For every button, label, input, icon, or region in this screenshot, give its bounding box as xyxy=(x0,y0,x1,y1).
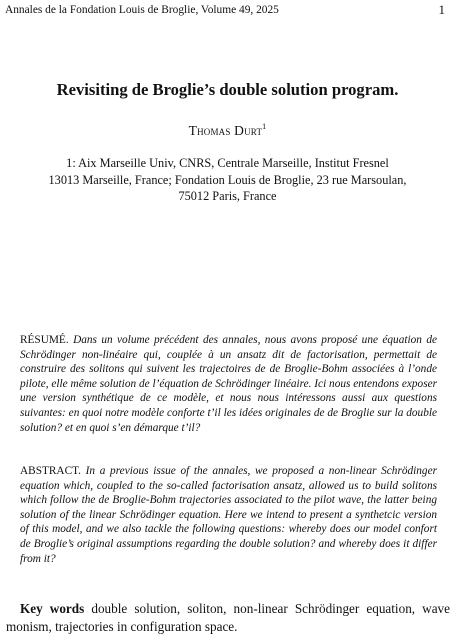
author-name: Thomas Durt xyxy=(188,123,263,138)
journal-name: Annales de la Fondation Louis de Broglie, Volume 49, 2025 xyxy=(5,4,279,16)
paper-title: Revisiting de Broglie’s double solution program. xyxy=(56,80,399,99)
resume-text: Dans un volume précédent des annales, nous avons proposé une équation de Schrödinger non-linéaire qui, couplée à un ansatz dit de factorisation, permettait de construire des solitons qui suivent les trajectoires de de Broglie-Bohm associées à l’onde pilote, elle même solution de l’équation de Schrödinger linéaire. Ici nous entendons exposer une version synthétique de ce modèle, et nous nous intéressons aussi aux questions suivantes: en quoi notre modèle conforte t’il les idées originales de de Broglie sur la double solution? et en quoi s’en démarque t’il? xyxy=(20,334,437,434)
affiliation-mark: 1 xyxy=(262,122,267,131)
affiliation-line-3: 75012 Paris, France xyxy=(178,189,277,203)
author-line xyxy=(0,122,455,139)
keywords-paragraph xyxy=(6,600,450,635)
abstract-label: ABSTRACT. xyxy=(20,465,81,477)
keywords-label: Key words xyxy=(20,601,85,616)
keywords-text: double solution, soliton, non-linear Schrödinger equation, wave monism, trajectories in configuration space. xyxy=(6,601,451,634)
affiliation-line-1: 1: Aix Marseille Univ, CNRS, Centrale Marseille, Institut Fresnel xyxy=(66,156,389,170)
affiliation-line-2: 13013 Marseille, France; Fondation Louis de Broglie, 23 rue Marsoulan, xyxy=(48,172,407,187)
resume-paragraph xyxy=(20,333,437,435)
page-number: 1 xyxy=(438,2,445,17)
abstract-paragraph xyxy=(20,464,437,566)
abstract-text: In a previous issue of the annales, we proposed a non-linear Schrödinger equation which, coupled to the so-called factorisation ansatz, allowed us to build solitons which follow the de Broglie-Bohm trajectories associated to the pilot wave, the latter being solution of the linear Schrödinger equation. Here we intend to present a synthetcic version of this model, and we also tackle the following questions: whereby does our model confort de Broglie’s original assumptions regarding the double solution? and whereby does it differ from it? xyxy=(20,465,437,565)
resume-label: RÉSUMÉ. xyxy=(20,334,69,346)
affiliation xyxy=(10,155,445,205)
